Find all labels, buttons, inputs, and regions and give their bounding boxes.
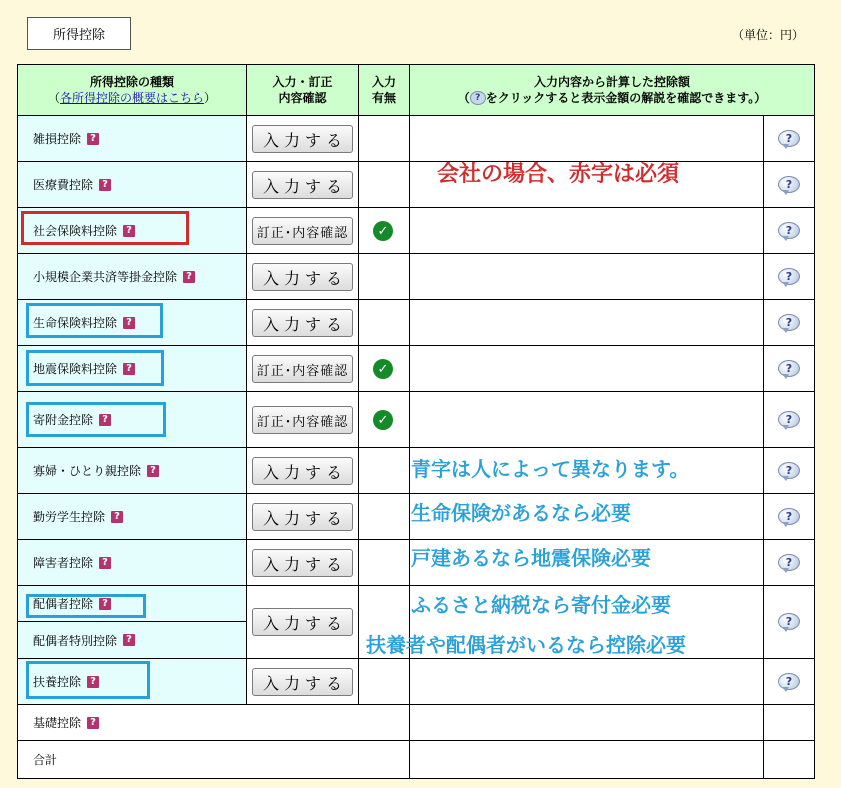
row-label-cell <box>17 161 247 208</box>
deduction-label: 社会保険料控除 <box>33 224 118 238</box>
help-bubble-glyph: ? <box>778 462 800 479</box>
help-bubble-glyph: ? <box>778 222 800 239</box>
deduction-label: 医療費控除 <box>33 178 94 192</box>
amount-cell <box>409 299 764 346</box>
row-label-cell <box>17 447 247 494</box>
row-label-cell <box>17 299 247 346</box>
checkmark-icon: ✓ <box>373 359 393 379</box>
status-cell <box>358 658 410 705</box>
help-bubble-glyph: ? <box>778 360 800 377</box>
help-bubble-glyph: ? <box>778 176 800 193</box>
correct-confirm-button[interactable]: 訂正･内容確認 <box>252 406 353 434</box>
section-tab-title: 所得控除 <box>27 17 131 50</box>
header-deduction-type: 所得控除の種類 （各所得控除の概要はこちら） <box>17 64 247 116</box>
help-bubble-icon[interactable] <box>778 462 800 480</box>
help-bubble-icon[interactable] <box>778 508 800 526</box>
help-bubble-glyph: ? <box>778 411 800 428</box>
status-cell <box>358 539 410 586</box>
deduction-label: 扶養控除 <box>33 675 82 689</box>
deduction-label: 寡婦・ひとり親控除 <box>33 464 142 478</box>
checkmark-icon: ✓ <box>373 221 393 241</box>
input-button[interactable]: 入力する <box>252 503 353 531</box>
deduction-label: 勤労学生控除 <box>33 510 106 524</box>
help-bubble-glyph: ? <box>778 554 800 571</box>
deduction-label: 障害者控除 <box>33 556 94 570</box>
question-badge-icon[interactable]: ? <box>99 414 111 426</box>
question-badge-icon[interactable]: ? <box>87 133 99 145</box>
question-badge-icon[interactable]: ? <box>99 557 111 569</box>
checkmark-icon: ✓ <box>373 410 393 430</box>
input-button[interactable]: 入力する <box>252 457 353 485</box>
amount-cell <box>409 658 764 705</box>
row-label-cell <box>17 253 247 300</box>
status-cell <box>358 161 410 208</box>
deduction-label: 配偶者控除 <box>33 597 94 611</box>
unit-label: （単位：円） <box>732 28 805 42</box>
help-bubble-icon[interactable] <box>778 411 800 429</box>
question-badge-icon[interactable]: ? <box>87 717 99 729</box>
row-label-cell <box>17 345 247 392</box>
amount-cell <box>409 391 764 448</box>
help-bubble-icon[interactable] <box>778 613 800 631</box>
help-bubble-icon[interactable] <box>778 360 800 378</box>
input-button[interactable]: 入力する <box>252 171 353 199</box>
input-button[interactable]: 入力する <box>252 668 353 696</box>
help-bubble-tail <box>782 328 789 333</box>
help-bubble-glyph: ? <box>778 613 800 630</box>
red-annotation: 会社の場合、赤字は必須 <box>437 162 680 187</box>
correct-confirm-button[interactable]: 訂正･内容確認 <box>252 355 353 383</box>
deduction-label: 地震保険料控除 <box>33 362 118 376</box>
question-badge-icon[interactable]: ? <box>99 598 111 610</box>
amount-cell <box>409 704 764 741</box>
header-deduction-type-title: 所得控除の種類 <box>89 75 174 89</box>
status-cell <box>358 115 410 162</box>
input-button[interactable]: 入力する <box>252 263 353 291</box>
status-cell <box>358 447 410 494</box>
row-label-cell <box>17 115 247 162</box>
row-label-cell <box>17 621 247 659</box>
question-badge-icon[interactable]: ? <box>123 363 135 375</box>
header-input-confirm: 入力・訂正 内容確認 <box>246 64 359 116</box>
help-bubble-tail <box>782 144 789 149</box>
help-bubble-tail <box>782 425 789 430</box>
row-label-cell <box>17 658 247 705</box>
row-label-cell <box>17 493 247 540</box>
blue-annotation: 生命保険があるなら必要 <box>411 501 631 525</box>
amount-cell <box>409 740 764 779</box>
help-cell <box>763 740 815 779</box>
amount-cell <box>409 345 764 392</box>
row-label-cell <box>17 740 410 779</box>
deduction-label: 合計 <box>33 753 58 767</box>
help-bubble-icon[interactable] <box>778 268 800 286</box>
overview-link[interactable]: 各所得控除の概要はこちら <box>59 91 204 105</box>
help-bubble-tail <box>782 687 789 692</box>
question-badge-icon[interactable]: ? <box>183 271 195 283</box>
row-label-cell <box>17 539 247 586</box>
header-input-status: 入力 有無 <box>358 64 410 116</box>
input-button[interactable]: 入力する <box>252 125 353 153</box>
deduction-label: 寄附金控除 <box>33 413 94 427</box>
amount-cell <box>409 253 764 300</box>
row-label-cell <box>17 391 247 448</box>
help-bubble-glyph: ? <box>778 130 800 147</box>
correct-confirm-button[interactable]: 訂正･内容確認 <box>252 217 353 245</box>
help-bubble-icon: ? <box>470 91 486 105</box>
status-cell <box>358 493 410 540</box>
deduction-label: 基礎控除 <box>33 716 82 730</box>
amount-cell <box>409 115 764 162</box>
help-bubble-tail <box>782 236 789 241</box>
help-bubble-icon[interactable] <box>778 222 800 240</box>
question-badge-icon[interactable]: ? <box>123 317 135 329</box>
amount-cell <box>409 207 764 254</box>
status-cell <box>358 299 410 346</box>
help-bubble-icon[interactable] <box>778 176 800 194</box>
row-label-cell <box>17 585 247 622</box>
deduction-label: 小規模企業共済等掛金控除 <box>33 270 178 284</box>
status-cell <box>358 253 410 300</box>
blue-annotation: 扶養者や配偶者がいるなら控除必要 <box>366 633 686 657</box>
blue-annotation: ふるさと納税なら寄付金必要 <box>411 593 671 617</box>
blue-annotation: 戸建あるなら地震保険必要 <box>411 546 651 570</box>
header-calculated-amount: 入力内容から計算した控除額 （ ? をクリックすると表示金額の解説を確認できます。） <box>409 64 815 116</box>
help-cell <box>763 704 815 741</box>
help-bubble-tail <box>782 282 789 287</box>
question-badge-icon[interactable]: ? <box>123 225 135 237</box>
blue-annotation: 青字は人によって異なります。 <box>411 457 690 481</box>
input-button[interactable]: 入力する <box>252 549 353 577</box>
question-badge-icon[interactable]: ? <box>147 465 159 477</box>
question-badge-icon[interactable]: ? <box>99 179 111 191</box>
question-badge-icon[interactable]: ? <box>123 634 135 646</box>
row-label-cell <box>17 207 247 254</box>
help-bubble-glyph: ? <box>778 673 800 690</box>
deduction-label: 配偶者特別控除 <box>33 633 118 648</box>
input-button[interactable]: 入力する <box>252 309 353 337</box>
help-bubble-icon[interactable] <box>778 673 800 691</box>
deduction-label: 生命保険料控除 <box>33 316 118 330</box>
help-bubble-glyph: ? <box>778 268 800 285</box>
question-badge-icon[interactable]: ? <box>87 676 99 688</box>
help-bubble-tail <box>782 568 789 573</box>
help-bubble-tail <box>782 190 789 195</box>
question-badge-icon[interactable]: ? <box>111 511 123 523</box>
input-button[interactable]: 入力する <box>252 608 353 636</box>
help-bubble-tail <box>782 476 789 481</box>
help-bubble-icon[interactable] <box>778 314 800 332</box>
help-bubble-tail <box>782 374 789 379</box>
row-label-cell <box>17 704 410 741</box>
help-bubble-tail <box>782 627 789 632</box>
help-bubble-glyph: ? <box>778 314 800 331</box>
deduction-label: 雑損控除 <box>33 132 82 146</box>
help-bubble-tail <box>782 522 789 527</box>
help-bubble-icon[interactable] <box>778 130 800 148</box>
help-bubble-icon[interactable] <box>778 554 800 572</box>
help-bubble-glyph: ? <box>778 508 800 525</box>
